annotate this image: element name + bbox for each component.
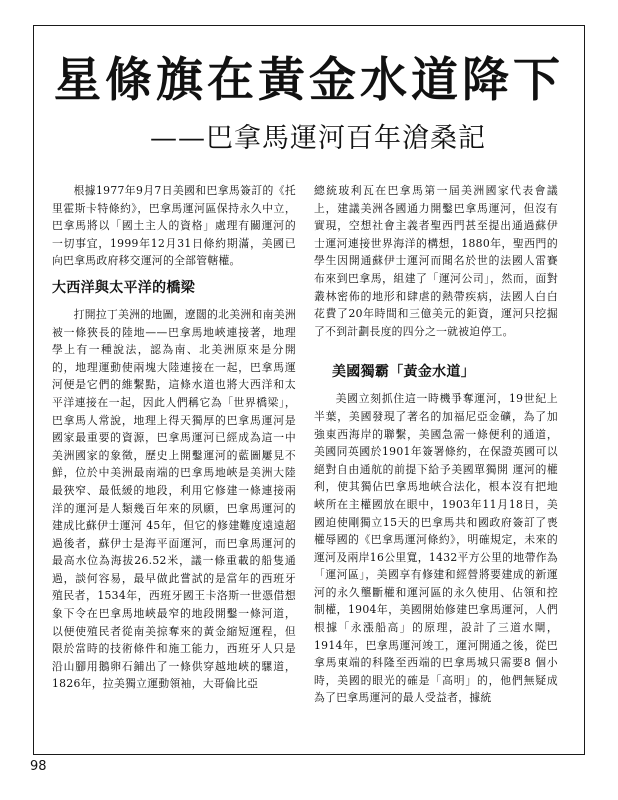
page-number: 98 bbox=[30, 759, 47, 774]
right-column bbox=[314, 182, 558, 707]
body-paragraph-bridge: 打開拉丁美洲的地圖，遼闊的北美洲和南美洲被一條狹長的陸地——巴拿馬地峽連接著，地理學上有一種說法，認為南、北美洲原來是分開的，地理運動使兩塊大陸連接在一起，巴拿馬運河便是它們的維繫點，這條水道也將大西洋和太平洋連接在一起，因此人們稱它為「世界橋梁」，巴拿馬人常說，地理上得天獨厚的巴拿馬運河是國家最重要的資源，巴拿馬運河已經成為這一中美洲國家的象徵，歷史上開鑿運河的藍圖屢見不鮮，位於中美洲最南端的巴拿馬地峽是美洲大陸最狹窄、最低緩的地段，利用它修建一條連接兩洋的運河是人類幾百年來的夙願，巴拿馬運河的建成比蘇伊士運河 45年，但它的修建難度遠遠超過後者，蘇伊士是海平面運河，而巴拿馬運河的最高水位為海拔26.52米，議一條重載的船隻通過，談何容易，最早做此嘗試的是當年的西班牙殖民者，1534年，西班牙國王卡洛斯一世憑借想象下令在巴拿馬地峽最窄的地段開鑿一條河道，以便使殖民者從南美掠奪來的黃金縮短運程，但限於當時的技術條件和施工能力，西班牙人只是沿山腳用鵝卵石鋪出了一條供穿越地峽的騾道，1826年，拉美獨立運動領袖，大哥倫比亞 bbox=[52, 307, 296, 691]
article-title: 星條旗在黃金水道降下 bbox=[54, 53, 564, 108]
article-subtitle: ——巴拿馬運河百年滄桑記 bbox=[150, 123, 486, 154]
section-heading-bridge: 大西洋與太平洋的橋梁 bbox=[52, 279, 195, 296]
body-paragraph-us: 美國立刻抓住這一時機爭奪運河，19世紀上半葉，美國發現了著名的加福尼亞金礦，為了加強東西海岸的聯繫，美國急需一條便利的通道，美國同英國於1901年簽署條約，在保證英國可以絕對自由通航的前提下給予美國單獨開 運河的權利，使其獨佔巴拿馬地峽合法化，根本沒有把地峽所在主權國放在眼中，1903年11月18日，美國迫使剛獨立15天的巴拿馬共和國政府簽訂了喪權辱國的《巴拿馬運河條約》，明確規定，未來的運河及兩岸16公里寬，1432平方公里的地帶作為「運河區」，美國享有修建和經營將要建成的新運河的永久壟斷權和運河區的永久使用、佔領和控制權，1904年，美國開始修建巴拿馬運河，人們根據「永漲船高」的原理，設計了三道水閘，1914年，巴拿馬運河竣工，運河開通之後，從巴拿馬東端的科隆至西端的巴拿馬城只需要8 個小時，美國的眼光的確是「高明」的，他們無疑成為了巴拿馬運河的最人受益者，據統 bbox=[314, 392, 558, 705]
section-heading-golden-waterway: 美國獨霸「黃金水道」 bbox=[332, 364, 475, 381]
body-paragraph-continued: 總統玻利瓦在巴拿馬第一屆美洲國家代表會議上，建議美洲各國通力開鑿巴拿馬運河，但沒有實現，空想社會主義者聖西門甚至提出通過蘇伊士運河連接世界海洋的構想，1880年，聖西門的學生因開通蘇伊士運河而聞名於世的法國人雷賽布來到巴拿馬，組建了「運河公司」，然而，面對叢林密佈的地形和肆虐的熱帶疾病，法國人白白花費了20年時間和三億美元的鉅資，運河只挖掘了不到計劃長度的四分之一就被迫停工。 bbox=[314, 184, 558, 338]
intro-paragraph: 根據1977年9月7日美國和巴拿馬簽訂的《托里霍斯卡特條約》，巴拿馬運河區保持永久中立，巴拿馬將以「國土主人的資格」處理有關運河的一切事宜，1999年12月31日條約期滿，美國已向巴拿馬政府移交運河的全部管轄權。 bbox=[52, 184, 296, 268]
left-column bbox=[52, 182, 296, 693]
